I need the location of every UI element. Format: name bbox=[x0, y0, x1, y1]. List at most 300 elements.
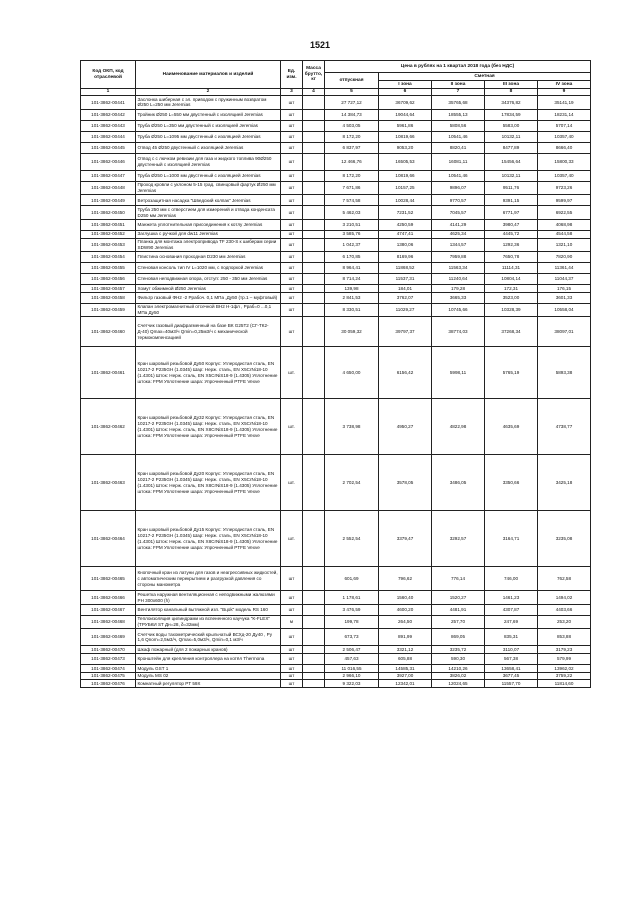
code-cell: 101-3862-00463 bbox=[81, 455, 136, 511]
zone2-price-cell: 10541,46 bbox=[432, 131, 485, 142]
mass-cell bbox=[303, 303, 325, 316]
table-row bbox=[81, 511, 591, 567]
name-cell: Заглушка с ручкой для dw11 Jeremias bbox=[136, 230, 281, 238]
name-cell: Вентилятор канальный вытяжной изп. "Вцоk" модель RS 160 bbox=[136, 604, 281, 615]
table-row bbox=[81, 615, 591, 628]
mass-cell bbox=[303, 399, 325, 455]
header-zone1: I зона bbox=[379, 81, 432, 89]
table-row bbox=[81, 567, 591, 591]
code-cell: 101-3862-00476 bbox=[81, 680, 136, 688]
zone2-price-cell: 14210,26 bbox=[432, 665, 485, 673]
table-row bbox=[81, 274, 591, 285]
zone2-price-cell: 16081,11 bbox=[432, 153, 485, 170]
code-cell: 101-3862-00444 bbox=[81, 131, 136, 142]
zone3-price-cell: 746,00 bbox=[485, 567, 538, 591]
name-cell: Труба Ø250 L=1095 мм двустенный с изоляцией Jeremias bbox=[136, 131, 281, 142]
zone1-price-cell: 16505,53 bbox=[379, 153, 432, 170]
zone1-price-cell: 8169,96 bbox=[379, 252, 432, 263]
table-row bbox=[81, 120, 591, 131]
release-price-cell: 601,69 bbox=[325, 567, 379, 591]
mass-cell bbox=[303, 317, 325, 347]
mass-cell bbox=[303, 263, 325, 274]
unit-cell: шт. bbox=[281, 455, 303, 511]
mass-cell bbox=[303, 646, 325, 654]
release-price-cell: 2 966,10 bbox=[325, 672, 379, 680]
zone2-price-cell: 11240,64 bbox=[432, 274, 485, 285]
zone3-price-cell: 17834,59 bbox=[485, 109, 538, 120]
zone1-price-cell: 3578,05 bbox=[379, 455, 432, 511]
zone2-price-cell: 10541,46 bbox=[432, 170, 485, 181]
code-cell: 101-3862-00447 bbox=[81, 170, 136, 181]
page-number: 1521 bbox=[309, 40, 331, 50]
mass-cell bbox=[303, 109, 325, 120]
name-cell: Кран шаровый резьбовой Ду32 Корпус: Углеродистая сталь, EN 10217-2 P235GH (1.0345) Шар: Нерж. сталь, EN X5CrNi18-10 (1.4301) Шток: Нерж. сталь, EN X8CrNiS18-9 (1.4305) Уплотнение штока: FPM Уплотнение шара: Упрочненный PTFE Vexve bbox=[136, 399, 281, 455]
zone2-price-cell: 9770,57 bbox=[432, 195, 485, 206]
release-price-cell: 199,78 bbox=[325, 615, 379, 628]
release-price-cell: 4 503,05 bbox=[325, 120, 379, 131]
table-row bbox=[81, 654, 591, 665]
zone1-price-cell: 1560,40 bbox=[379, 591, 432, 604]
unit-cell: шт bbox=[281, 567, 303, 591]
zone3-price-cell: 172,31 bbox=[485, 285, 538, 293]
release-price-cell: 8 172,20 bbox=[325, 131, 379, 142]
unit-cell: шт bbox=[281, 109, 303, 120]
zone3-price-cell: 8477,89 bbox=[485, 142, 538, 153]
column-number: 9 bbox=[538, 89, 591, 96]
mass-cell bbox=[303, 95, 325, 109]
code-cell: 101-3862-00468 bbox=[81, 615, 136, 628]
zone4-price-cell: 4068,98 bbox=[538, 219, 591, 230]
unit-cell: шт bbox=[281, 131, 303, 142]
table-row bbox=[81, 195, 591, 206]
unit-cell: шт bbox=[281, 274, 303, 285]
zone2-price-cell: 5998,11 bbox=[432, 347, 485, 399]
zone2-price-cell: 179,28 bbox=[432, 285, 485, 293]
zone3-price-cell: 4445,72 bbox=[485, 230, 538, 238]
table-row bbox=[81, 672, 591, 680]
code-cell: 101-3862-00442 bbox=[81, 109, 136, 120]
mass-cell bbox=[303, 195, 325, 206]
unit-cell: шт. bbox=[281, 399, 303, 455]
zone4-price-cell: 15800,33 bbox=[538, 153, 591, 170]
mass-cell bbox=[303, 292, 325, 303]
zone4-price-cell: 253,20 bbox=[538, 615, 591, 628]
unit-cell: шт bbox=[281, 665, 303, 673]
code-cell: 101-3862-00474 bbox=[81, 665, 136, 673]
table-row bbox=[81, 230, 591, 238]
column-number: 7 bbox=[432, 89, 485, 96]
zone3-price-cell: 11114,31 bbox=[485, 263, 538, 274]
code-cell: 101-3862-00449 bbox=[81, 195, 136, 206]
name-cell: Счетчик газовый диафрагменный на базе ВК G25Т2 (СГ-ТК2-Д-40) Qmax=40м3/ч Qmin=0,25м3/ч с механической термокомпенсацией bbox=[136, 317, 281, 347]
table-row bbox=[81, 142, 591, 153]
table-body bbox=[81, 95, 591, 687]
unit-cell: м bbox=[281, 615, 303, 628]
zone2-price-cell: 4141,29 bbox=[432, 219, 485, 230]
release-price-cell: 9 322,03 bbox=[325, 680, 379, 688]
zone1-price-cell: 3762,07 bbox=[379, 292, 432, 303]
release-price-cell: 27 727,12 bbox=[325, 95, 379, 109]
zone2-price-cell: 257,70 bbox=[432, 615, 485, 628]
name-cell: Тройник Ø250 L=550 мм двустенный с изоляцией Jeremias bbox=[136, 109, 281, 120]
zone4-price-cell: 11044,37 bbox=[538, 274, 591, 285]
release-price-cell: 3 738,98 bbox=[325, 399, 379, 455]
zone4-price-cell: 4544,58 bbox=[538, 230, 591, 238]
zone4-price-cell: 4738,77 bbox=[538, 399, 591, 455]
zone1-price-cell: 10819,66 bbox=[379, 170, 432, 181]
table-row bbox=[81, 109, 591, 120]
zone2-price-cell: 3292,57 bbox=[432, 511, 485, 567]
table-row bbox=[81, 263, 591, 274]
mass-cell bbox=[303, 142, 325, 153]
zone2-price-cell: 5808,56 bbox=[432, 120, 485, 131]
unit-cell: шт bbox=[281, 654, 303, 665]
zone3-price-cell: 4307,87 bbox=[485, 604, 538, 615]
mass-cell bbox=[303, 511, 325, 567]
unit-cell: шт bbox=[281, 95, 303, 109]
table-row bbox=[81, 604, 591, 615]
code-cell: 101-3862-00470 bbox=[81, 646, 136, 654]
table-row bbox=[81, 252, 591, 263]
mass-cell bbox=[303, 181, 325, 194]
zone4-price-cell: 3235,08 bbox=[538, 511, 591, 567]
zone4-price-cell: 1494,02 bbox=[538, 591, 591, 604]
header-zone4: IV зона bbox=[538, 81, 591, 89]
zone2-price-cell: 12024,65 bbox=[432, 680, 485, 688]
zone3-price-cell: 247,69 bbox=[485, 615, 538, 628]
zone2-price-cell: 4481,91 bbox=[432, 604, 485, 615]
unit-cell: шт bbox=[281, 219, 303, 230]
name-cell: Ветрозащитная насадка "Шведский колпак" Jeremias bbox=[136, 195, 281, 206]
table-row bbox=[81, 680, 591, 688]
table-row bbox=[81, 285, 591, 293]
release-price-cell: 30 059,32 bbox=[325, 317, 379, 347]
zone4-price-cell: 4403,66 bbox=[538, 604, 591, 615]
name-cell: Кран шаровый резьбовой Ду20 Корпус: Углеродистая сталь, EN 10217-2 P235GH (1.0345) Шар: Нерж. сталь, EN X5CrNi18-10 (1.4301) Шток: Нерж. сталь, EN X8CrNiS18-9 (1.4305) Уплотнение штока: FPM Уплотнение шара: Упрочненный PTFE Vexve bbox=[136, 455, 281, 511]
table-row bbox=[81, 238, 591, 251]
header-release: отпускная bbox=[325, 73, 379, 89]
unit-cell: шт bbox=[281, 317, 303, 347]
name-cell: Стеновая консоль тип IV L=1020 мм, с подпоркой Jeremias bbox=[136, 263, 281, 274]
release-price-cell: 6 170,85 bbox=[325, 252, 379, 263]
zone2-price-cell: 1520,27 bbox=[432, 591, 485, 604]
name-cell: Кнопочный кран из латуни для газов и неагрессивных жидкостей, с автоматическим перекрытием и разгрузкой давления со стороны манометра bbox=[136, 567, 281, 591]
mass-cell bbox=[303, 615, 325, 628]
column-number: 3 bbox=[281, 89, 303, 96]
unit-cell: шт bbox=[281, 646, 303, 654]
name-cell: Клапан электромагнитный отсечной ВН2 Н-1фл , Рраб=0 ...0,1 МПа Ду50 bbox=[136, 303, 281, 316]
zone3-price-cell: 3164,71 bbox=[485, 511, 538, 567]
zone2-price-cell: 869,05 bbox=[432, 629, 485, 646]
zone2-price-cell: 776,14 bbox=[432, 567, 485, 591]
column-number: 6 bbox=[379, 89, 432, 96]
zone1-price-cell: 19044,64 bbox=[379, 109, 432, 120]
unit-cell: шт bbox=[281, 170, 303, 181]
zone4-price-cell: 5707,14 bbox=[538, 120, 591, 131]
mass-cell bbox=[303, 252, 325, 263]
zone1-price-cell: 3321,12 bbox=[379, 646, 432, 654]
name-cell: Стеновая неподвижная опора, отступ: 250 - 350 мм Jeremias bbox=[136, 274, 281, 285]
zone1-price-cell: 39797,37 bbox=[379, 317, 432, 347]
table-row bbox=[81, 646, 591, 654]
zone2-price-cell: 3826,02 bbox=[432, 672, 485, 680]
name-cell: Планка для монтажа электропривода TF 230-S к шиберам серии SDW90 Jeremias bbox=[136, 238, 281, 251]
release-price-cell: 8 964,41 bbox=[325, 263, 379, 274]
code-cell: 101-3862-00453 bbox=[81, 238, 136, 251]
zone1-price-cell: 605,88 bbox=[379, 654, 432, 665]
zone1-price-cell: 264,50 bbox=[379, 615, 432, 628]
mass-cell bbox=[303, 629, 325, 646]
table-row bbox=[81, 399, 591, 455]
release-price-cell: 5 462,03 bbox=[325, 206, 379, 219]
zone1-price-cell: 7231,52 bbox=[379, 206, 432, 219]
zone4-price-cell: 9599,97 bbox=[538, 195, 591, 206]
unit-cell: шт bbox=[281, 230, 303, 238]
zone3-price-cell: 3980,47 bbox=[485, 219, 538, 230]
zone1-price-cell: 3379,47 bbox=[379, 511, 432, 567]
zone4-price-cell: 6922,55 bbox=[538, 206, 591, 219]
table-row bbox=[81, 591, 591, 604]
zone3-price-cell: 1461,23 bbox=[485, 591, 538, 604]
zone3-price-cell: 10328,39 bbox=[485, 303, 538, 316]
name-cell: Труба Ø250 L=350 мм двустенный с изоляцией Jeremias bbox=[136, 120, 281, 131]
zone2-price-cell: 590,30 bbox=[432, 654, 485, 665]
zone1-price-cell: 4950,27 bbox=[379, 399, 432, 455]
code-cell: 101-3862-00466 bbox=[81, 591, 136, 604]
table-row bbox=[81, 95, 591, 109]
release-price-cell: 14 384,73 bbox=[325, 109, 379, 120]
zone1-price-cell: 6156,42 bbox=[379, 347, 432, 399]
mass-cell bbox=[303, 665, 325, 673]
zone1-price-cell: 14585,31 bbox=[379, 665, 432, 673]
unit-cell: шт bbox=[281, 672, 303, 680]
code-cell: 101-3862-00448 bbox=[81, 181, 136, 194]
header-mass: Масса брутто, кг bbox=[303, 61, 325, 89]
zone4-price-cell: 853,88 bbox=[538, 629, 591, 646]
mass-cell bbox=[303, 285, 325, 293]
zone4-price-cell: 5893,38 bbox=[538, 347, 591, 399]
zone2-price-cell: 7045,57 bbox=[432, 206, 485, 219]
name-cell: Заслонка шиберная с эл. приводом с пружинным возвратом Ø250 L=250 мм Jeremias bbox=[136, 95, 281, 109]
release-price-cell: 7 671,86 bbox=[325, 181, 379, 194]
table-row bbox=[81, 303, 591, 316]
name-cell: Отвод с с лючком ревизии для газа и жидкого топлива 90Ø250 двустенный с изоляцией Jeremias bbox=[136, 153, 281, 170]
name-cell: Шкаф пожарный (для 2 пожарных кранов) bbox=[136, 646, 281, 654]
unit-cell: шт bbox=[281, 680, 303, 688]
zone3-price-cell: 5765,19 bbox=[485, 347, 538, 399]
mass-cell bbox=[303, 274, 325, 285]
release-price-cell: 457,63 bbox=[325, 654, 379, 665]
table-row bbox=[81, 665, 591, 673]
zone1-price-cell: 4600,20 bbox=[379, 604, 432, 615]
zone3-price-cell: 10132,11 bbox=[485, 131, 538, 142]
zone2-price-cell: 10745,66 bbox=[432, 303, 485, 316]
zone1-price-cell: 891,99 bbox=[379, 629, 432, 646]
column-number: 4 bbox=[303, 89, 325, 96]
mass-cell bbox=[303, 591, 325, 604]
zone4-price-cell: 13962,02 bbox=[538, 665, 591, 673]
zone4-price-cell: 18231,14 bbox=[538, 109, 591, 120]
table-row bbox=[81, 170, 591, 181]
zone4-price-cell: 11361,44 bbox=[538, 263, 591, 274]
column-number: 8 bbox=[485, 89, 538, 96]
code-cell: 101-3862-00454 bbox=[81, 252, 136, 263]
zone1-price-cell: 9053,20 bbox=[379, 142, 432, 153]
zone1-price-cell: 5961,86 bbox=[379, 120, 432, 131]
name-cell: Комнатный регулятор PT 59X bbox=[136, 680, 281, 688]
name-cell: Счетчик воды тахометрический крыльчатый ВСХд-20 Ду40 , Py 1,6 Qnom=2,5м3/ч, Qmax=5,0м3/ч, Qmin=0,1 м3/ч bbox=[136, 629, 281, 646]
zone3-price-cell: 37268,34 bbox=[485, 317, 538, 347]
price-table bbox=[80, 60, 591, 688]
table-row bbox=[81, 317, 591, 347]
name-cell: Кран шаровый резьбовой Ду50 Корпус: Углеродистая сталь, EN 10217-2 P235GH (1.0345) Шар: Нерж. сталь, EN X5CrNi18-10 (1.4301) Шток: Нерж. сталь, EN X5CrNiS18-9 (1.4305) Уплотнение штока: FPM Уплотнение шара: Упрочненный PTFE Vexve bbox=[136, 347, 281, 399]
table-row bbox=[81, 181, 591, 194]
name-cell: Труба Ø250 L=1000 мм двустенный с изоляцией Jeremias bbox=[136, 170, 281, 181]
release-price-cell: 3 585,76 bbox=[325, 230, 379, 238]
unit-cell: шт bbox=[281, 238, 303, 251]
code-cell: 101-3862-00459 bbox=[81, 303, 136, 316]
zone2-price-cell: 7959,88 bbox=[432, 252, 485, 263]
zone2-price-cell: 8820,41 bbox=[432, 142, 485, 153]
zone4-price-cell: 8666,40 bbox=[538, 142, 591, 153]
table-row bbox=[81, 206, 591, 219]
zone4-price-cell: 10357,40 bbox=[538, 131, 591, 142]
mass-cell bbox=[303, 219, 325, 230]
column-number: 2 bbox=[136, 89, 281, 96]
table-row bbox=[81, 347, 591, 399]
mass-cell bbox=[303, 672, 325, 680]
zone3-price-cell: 10132,11 bbox=[485, 170, 538, 181]
code-cell: 101-3862-00458 bbox=[81, 292, 136, 303]
zone3-price-cell: 3677,45 bbox=[485, 672, 538, 680]
zone4-price-cell: 11814,60 bbox=[538, 680, 591, 688]
zone3-price-cell: 3110,07 bbox=[485, 646, 538, 654]
unit-cell: шт bbox=[281, 285, 303, 293]
zone1-price-cell: 10819,66 bbox=[379, 131, 432, 142]
zone3-price-cell: 10804,14 bbox=[485, 274, 538, 285]
name-cell: Проход кровли с уклоном 5-15 град. свинцовый фартук Ø250 мм Jeremias bbox=[136, 181, 281, 194]
code-cell: 101-3862-00465 bbox=[81, 567, 136, 591]
zone2-price-cell: 35765,68 bbox=[432, 95, 485, 109]
unit-cell: шт bbox=[281, 153, 303, 170]
name-cell: Решетка наружная вентиляционная с неподвижными жалюзями РН 300x600 (h) bbox=[136, 591, 281, 604]
mass-cell bbox=[303, 131, 325, 142]
code-cell: 101-3862-00441 bbox=[81, 95, 136, 109]
mass-cell bbox=[303, 347, 325, 399]
header-name: Наименование материалов и изделий bbox=[136, 61, 281, 89]
zone3-price-cell: 34376,82 bbox=[485, 95, 538, 109]
code-cell: 101-3862-00473 bbox=[81, 654, 136, 665]
zone1-price-cell: 36709,62 bbox=[379, 95, 432, 109]
zone1-price-cell: 1380,06 bbox=[379, 238, 432, 251]
name-cell: Кран шаровый резьбовой Ду15 Корпус: Углеродистая сталь, EN 10217-2 P235GH (1.0345) Шар: Нерж. сталь, EN X5CrNi18-10 (1.4301) Шток: Нерж. сталь, EN X8CrNiS18-9 (1.4305) Уплотнение штока: FPM Уплотнение шара: Упрочненный PTFE Vexve bbox=[136, 511, 281, 567]
mass-cell bbox=[303, 654, 325, 665]
zone4-price-cell: 3179,23 bbox=[538, 646, 591, 654]
release-price-cell: 673,73 bbox=[325, 629, 379, 646]
unit-cell: шт bbox=[281, 303, 303, 316]
mass-cell bbox=[303, 230, 325, 238]
mass-cell bbox=[303, 604, 325, 615]
release-price-cell: 6 837,97 bbox=[325, 142, 379, 153]
code-cell: 101-3862-00469 bbox=[81, 629, 136, 646]
header-unit: Ед. изм. bbox=[281, 61, 303, 89]
zone1-price-cell: 11868,52 bbox=[379, 263, 432, 274]
name-cell: Хомут обжимной Ø250 Jeremias bbox=[136, 285, 281, 293]
release-price-cell: 1 042,37 bbox=[325, 238, 379, 251]
zone1-price-cell: 10028,44 bbox=[379, 195, 432, 206]
zone2-price-cell: 11563,34 bbox=[432, 263, 485, 274]
zone3-price-cell: 5583,00 bbox=[485, 120, 538, 131]
unit-cell: шт bbox=[281, 120, 303, 131]
zone2-price-cell: 9896,07 bbox=[432, 181, 485, 194]
release-price-cell: 2 552,54 bbox=[325, 511, 379, 567]
name-cell: Труба 250 мм с отверстием для измерений и отвода конденсата D250 мм Jeremias bbox=[136, 206, 281, 219]
zone2-price-cell: 4625,34 bbox=[432, 230, 485, 238]
zone2-price-cell: 3665,33 bbox=[432, 292, 485, 303]
zone4-price-cell: 579,99 bbox=[538, 654, 591, 665]
zone2-price-cell: 3235,72 bbox=[432, 646, 485, 654]
zone4-price-cell: 9723,26 bbox=[538, 181, 591, 194]
zone1-price-cell: 796,62 bbox=[379, 567, 432, 591]
release-price-cell: 2 841,53 bbox=[325, 292, 379, 303]
code-cell: 101-3862-00457 bbox=[81, 285, 136, 293]
zone3-price-cell: 1292,36 bbox=[485, 238, 538, 251]
code-cell: 101-3862-00451 bbox=[81, 219, 136, 230]
zone2-price-cell: 18555,13 bbox=[432, 109, 485, 120]
unit-cell: шт bbox=[281, 206, 303, 219]
header-price-group: Цена в рублях на 1 квартал 2018 года (без НДС) bbox=[325, 61, 591, 73]
unit-cell: шт bbox=[281, 629, 303, 646]
code-cell: 101-3862-00462 bbox=[81, 399, 136, 455]
mass-cell bbox=[303, 120, 325, 131]
name-cell: Плистина основания проходная D230 мм Jeremias bbox=[136, 252, 281, 263]
zone1-price-cell: 184,01 bbox=[379, 285, 432, 293]
mass-cell bbox=[303, 455, 325, 511]
release-price-cell: 1 178,61 bbox=[325, 591, 379, 604]
table-row bbox=[81, 455, 591, 511]
table-row bbox=[81, 153, 591, 170]
name-cell: Теплоизоляция цилиндрами из вспененного каучука "K-FLEX" (ТРУБКИ ST Дн=28, δ=32мм) bbox=[136, 615, 281, 628]
name-cell: Отвод 45 Ø250 двустенный с изоляцией Jeremias bbox=[136, 142, 281, 153]
name-cell: Фильтр газовый ФН2 -2 Ррабоч. 0,1 МПа ,Ду50 (тр.1 – муфтовый) bbox=[136, 292, 281, 303]
zone1-price-cell: 11537,31 bbox=[379, 274, 432, 285]
header-zone2: II зона bbox=[432, 81, 485, 89]
table-row bbox=[81, 131, 591, 142]
code-cell: 101-3862-00460 bbox=[81, 317, 136, 347]
zone3-price-cell: 567,38 bbox=[485, 654, 538, 665]
zone4-price-cell: 3759,22 bbox=[538, 672, 591, 680]
code-cell: 101-3862-00467 bbox=[81, 604, 136, 615]
zone3-price-cell: 13658,41 bbox=[485, 665, 538, 673]
zone1-price-cell: 4250,59 bbox=[379, 219, 432, 230]
zone3-price-cell: 3350,66 bbox=[485, 455, 538, 511]
release-price-cell: 8 330,51 bbox=[325, 303, 379, 316]
mass-cell bbox=[303, 170, 325, 181]
release-price-cell: 11 016,55 bbox=[325, 665, 379, 673]
unit-cell: шт bbox=[281, 604, 303, 615]
release-price-cell: 139,98 bbox=[325, 285, 379, 293]
zone4-price-cell: 3425,18 bbox=[538, 455, 591, 511]
table-row bbox=[81, 292, 591, 303]
zone3-price-cell: 4635,69 bbox=[485, 399, 538, 455]
mass-cell bbox=[303, 680, 325, 688]
zone4-price-cell: 1321,10 bbox=[538, 238, 591, 251]
name-cell: Манжета уплотнительная присоединения к котлу Jeremias bbox=[136, 219, 281, 230]
table-row bbox=[81, 629, 591, 646]
zone4-price-cell: 10558,04 bbox=[538, 303, 591, 316]
release-price-cell: 12 466,76 bbox=[325, 153, 379, 170]
release-price-cell: 8 714,24 bbox=[325, 274, 379, 285]
